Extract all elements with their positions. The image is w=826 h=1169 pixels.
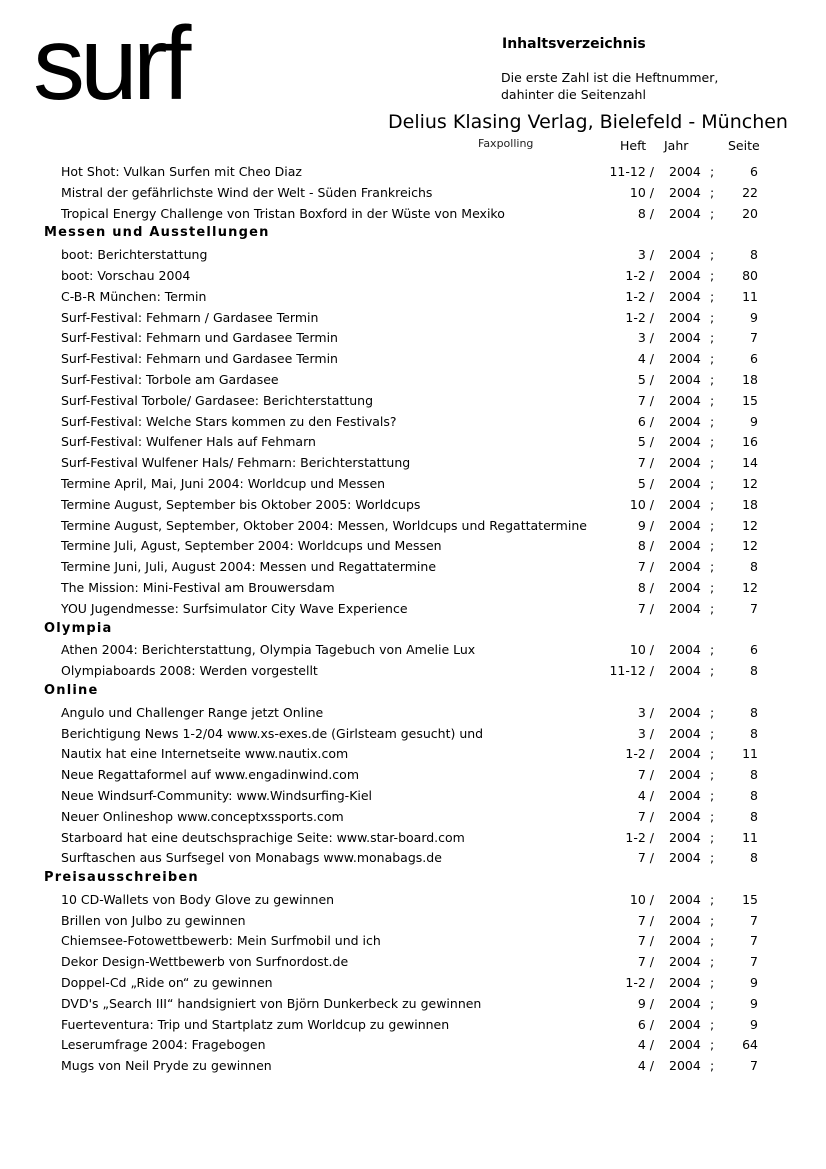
entry-separator: ; xyxy=(710,767,715,783)
entry-seite: 11 xyxy=(742,288,758,304)
entry-seite: 11 xyxy=(742,829,758,845)
entry-separator: ; xyxy=(710,538,715,554)
entry-separator: ; xyxy=(710,1037,715,1053)
toc-entry xyxy=(0,1056,826,1077)
entry-separator: ; xyxy=(710,1016,715,1032)
toc-entry xyxy=(0,786,826,807)
section-title: Messen und Ausstellungen xyxy=(44,225,270,241)
toc-entry xyxy=(0,765,826,786)
toc-entry xyxy=(0,640,826,661)
entry-title: C-B-R München: Termin xyxy=(61,288,207,304)
entry-jahr: 2004 xyxy=(669,455,701,471)
toc-entry xyxy=(0,536,826,557)
entry-jahr: 2004 xyxy=(669,184,701,200)
toc-entry xyxy=(0,183,826,204)
entry-jahr: 2004 xyxy=(669,517,701,533)
toc-entry xyxy=(0,994,826,1015)
entry-separator: ; xyxy=(710,351,715,367)
entry-title: Neuer Onlineshop www.conceptxssports.com xyxy=(61,808,344,824)
note-line-1: Die erste Zahl ist die Heftnummer, xyxy=(501,70,719,85)
entry-separator: ; xyxy=(710,995,715,1011)
entry-title: Angulo und Challenger Range jetzt Online xyxy=(61,704,324,720)
entry-seite: 8 xyxy=(750,704,758,720)
entry-separator: ; xyxy=(710,808,715,824)
entry-separator: ; xyxy=(710,746,715,762)
toc-entry xyxy=(0,557,826,578)
section-title: Olympia xyxy=(44,620,113,636)
toc-entry xyxy=(0,328,826,349)
toc-entry xyxy=(0,952,826,973)
entry-heft: 3 / xyxy=(637,725,654,741)
entry-separator: ; xyxy=(710,850,715,866)
toc-entry xyxy=(0,661,826,682)
entry-seite: 9 xyxy=(750,413,758,429)
entry-title: Surf-Festival Torbole/ Gardasee: Berichterstattung xyxy=(61,392,374,408)
entry-title: 10 CD-Wallets von Body Glove zu gewinnen xyxy=(61,891,335,907)
entry-jahr: 2004 xyxy=(669,579,701,595)
toc-entry xyxy=(0,162,826,183)
entry-jahr: 2004 xyxy=(669,205,701,221)
entry-seite: 18 xyxy=(742,496,758,512)
entry-separator: ; xyxy=(710,663,715,679)
toc-entry xyxy=(0,931,826,952)
entry-title: boot: Vorschau 2004 xyxy=(61,267,191,283)
entry-seite: 7 xyxy=(750,330,758,346)
entry-jahr: 2004 xyxy=(669,496,701,512)
entry-title: Mistral der gefährlichste Wind der Welt - Süden Frankreichs xyxy=(61,184,433,200)
entry-title: Dekor Design-Wettbewerb von Surfnordost.de xyxy=(61,954,349,970)
toc-entry xyxy=(0,848,826,869)
toc-entry xyxy=(0,807,826,828)
toc-entry xyxy=(0,1035,826,1056)
entry-seite: 7 xyxy=(750,912,758,928)
toc-entry xyxy=(0,412,826,433)
entry-separator: ; xyxy=(710,205,715,221)
entry-heft: 7 / xyxy=(637,767,654,783)
entry-separator: ; xyxy=(710,164,715,179)
entry-title: Fuerteventura: Trip und Startplatz zum Worldcup zu gewinnen xyxy=(61,1016,450,1032)
entry-title: Athen 2004: Berichterstattung, Olympia Tagebuch von Amelie Lux xyxy=(61,642,476,658)
publisher: Delius Klasing Verlag, Bielefeld - München xyxy=(388,111,788,133)
toc-entry xyxy=(0,287,826,308)
entry-separator: ; xyxy=(710,933,715,949)
entry-heft: 9 / xyxy=(637,517,654,533)
entry-jahr: 2004 xyxy=(669,954,701,970)
toc-entry xyxy=(0,204,826,225)
entry-title: Surf-Festival: Fehmarn und Gardasee Termin xyxy=(61,330,338,346)
entry-separator: ; xyxy=(710,413,715,429)
entry-title: Leserumfrage 2004: Fragebogen xyxy=(61,1037,266,1053)
entry-heft: 8 / xyxy=(637,538,654,554)
toc-entry xyxy=(0,432,826,453)
entry-jahr: 2004 xyxy=(669,247,701,263)
entry-title: YOU Jugendmesse: Surfsimulator City Wave Experience xyxy=(61,600,408,616)
toc-entry xyxy=(0,828,826,849)
entry-seite: 8 xyxy=(750,808,758,824)
entry-jahr: 2004 xyxy=(669,475,701,491)
entry-heft: 11-12 / xyxy=(609,164,654,179)
entry-jahr: 2004 xyxy=(669,975,701,991)
entry-heft: 8 / xyxy=(637,579,654,595)
section-title: Online xyxy=(44,682,99,698)
entry-title: Brillen von Julbo zu gewinnen xyxy=(61,912,246,928)
toc-entry xyxy=(0,911,826,932)
entry-jahr: 2004 xyxy=(669,912,701,928)
entry-title: Chiemsee-Fotowettbewerb: Mein Surfmobil und ich xyxy=(61,933,381,949)
entry-title: Surf-Festival: Torbole am Gardasee xyxy=(61,371,279,387)
entry-seite: 7 xyxy=(750,1058,758,1074)
entry-seite: 9 xyxy=(750,1016,758,1032)
entry-seite: 16 xyxy=(742,434,758,450)
entry-jahr: 2004 xyxy=(669,808,701,824)
entry-separator: ; xyxy=(710,288,715,304)
entry-jahr: 2004 xyxy=(669,434,701,450)
entry-jahr: 2004 xyxy=(669,559,701,575)
toc-entry xyxy=(0,453,826,474)
entry-title: Mugs von Neil Pryde zu gewinnen xyxy=(61,1058,272,1074)
toc-entry xyxy=(0,599,826,620)
entry-title: Surf-Festival: Fehmarn und Gardasee Termin xyxy=(61,351,338,367)
entry-jahr: 2004 xyxy=(669,787,701,803)
entry-title: The Mission: Mini-Festival am Brouwersdam xyxy=(61,579,335,595)
entry-separator: ; xyxy=(710,954,715,970)
entry-seite: 12 xyxy=(742,579,758,595)
entry-title: Starboard hat eine deutschsprachige Seite: www.star-board.com xyxy=(61,829,465,845)
entry-separator: ; xyxy=(710,725,715,741)
entry-jahr: 2004 xyxy=(669,642,701,658)
entry-jahr: 2004 xyxy=(669,746,701,762)
surf-logo: surf xyxy=(33,6,187,122)
toc-entry xyxy=(0,744,826,765)
entry-title: Berichtigung News 1-2/04 www.xs-exes.de (Girlsteam gesucht) und xyxy=(61,725,484,741)
entry-heft: 3 / xyxy=(637,330,654,346)
entry-title: boot: Berichterstattung xyxy=(61,247,208,263)
section-heading xyxy=(0,682,826,703)
entry-jahr: 2004 xyxy=(669,850,701,866)
toc-entry xyxy=(0,495,826,516)
entry-heft: 4 / xyxy=(637,351,654,367)
column-header-seite: Seite xyxy=(728,138,760,153)
note-line-2: dahinter die Seitenzahl xyxy=(501,87,646,102)
entry-seite: 9 xyxy=(750,995,758,1011)
entry-title: Doppel-Cd „Ride on“ zu gewinnen xyxy=(61,975,273,991)
entry-separator: ; xyxy=(710,247,715,263)
entry-separator: ; xyxy=(710,600,715,616)
entry-separator: ; xyxy=(710,787,715,803)
toc-entry xyxy=(0,245,826,266)
entry-jahr: 2004 xyxy=(669,288,701,304)
toc-entry xyxy=(0,474,826,495)
entry-seite: 22 xyxy=(742,184,758,200)
entry-title: Termine August, September, Oktober 2004: Messen, Worldcups und Regattatermine xyxy=(61,517,587,533)
entry-heft: 8 / xyxy=(637,205,654,221)
entry-jahr: 2004 xyxy=(669,1016,701,1032)
entry-seite: 6 xyxy=(750,164,758,179)
entry-heft: 6 / xyxy=(637,1016,654,1032)
entry-title: Neue Regattaformel auf www.engadinwind.com xyxy=(61,767,359,783)
entry-title: Surf-Festival: Fehmarn / Gardasee Termin xyxy=(61,309,319,325)
entry-seite: 8 xyxy=(750,247,758,263)
entry-seite: 15 xyxy=(742,891,758,907)
entry-jahr: 2004 xyxy=(669,725,701,741)
entry-heft: 7 / xyxy=(637,933,654,949)
entry-heft: 10 / xyxy=(629,496,654,512)
toc-entry xyxy=(0,266,826,287)
entry-heft: 1-2 / xyxy=(625,267,654,283)
entry-heft: 1-2 / xyxy=(625,829,654,845)
entry-separator: ; xyxy=(710,912,715,928)
entry-separator: ; xyxy=(710,829,715,845)
entry-heft: 7 / xyxy=(637,600,654,616)
entry-heft: 10 / xyxy=(629,184,654,200)
entry-separator: ; xyxy=(710,309,715,325)
entry-heft: 1-2 / xyxy=(625,975,654,991)
section-heading xyxy=(0,224,826,245)
entry-seite: 9 xyxy=(750,309,758,325)
entry-jahr: 2004 xyxy=(669,351,701,367)
entry-seite: 15 xyxy=(742,392,758,408)
entry-seite: 12 xyxy=(742,517,758,533)
entry-separator: ; xyxy=(710,267,715,283)
entry-seite: 12 xyxy=(742,538,758,554)
entry-title: Termine April, Mai, Juni 2004: Worldcup und Messen xyxy=(61,475,386,491)
entry-jahr: 2004 xyxy=(669,600,701,616)
toc-entry xyxy=(0,890,826,911)
entry-heft: 11-12 / xyxy=(609,663,654,679)
entry-seite: 8 xyxy=(750,787,758,803)
toc-entry xyxy=(0,724,826,745)
entry-jahr: 2004 xyxy=(669,663,701,679)
entry-title: Neue Windsurf-Community: www.Windsurfing-Kiel xyxy=(61,787,373,803)
entry-heft: 7 / xyxy=(637,912,654,928)
entry-seite: 14 xyxy=(742,455,758,471)
entry-heft: 7 / xyxy=(637,455,654,471)
entry-title: Termine August, September bis Oktober 2005: Worldcups xyxy=(61,496,421,512)
entry-jahr: 2004 xyxy=(669,371,701,387)
entry-jahr: 2004 xyxy=(669,891,701,907)
faxpolling-label: Faxpolling xyxy=(478,137,534,150)
page-title: Inhaltsverzeichnis xyxy=(502,36,646,52)
toc-entry xyxy=(0,308,826,329)
entry-jahr: 2004 xyxy=(669,933,701,949)
table-of-contents xyxy=(0,162,826,1077)
entry-separator: ; xyxy=(710,455,715,471)
entry-separator: ; xyxy=(710,704,715,720)
toc-entry xyxy=(0,391,826,412)
entry-seite: 8 xyxy=(750,663,758,679)
entry-seite: 7 xyxy=(750,600,758,616)
entry-heft: 10 / xyxy=(629,891,654,907)
entry-separator: ; xyxy=(710,1058,715,1074)
entry-seite: 80 xyxy=(742,267,758,283)
entry-separator: ; xyxy=(710,559,715,575)
entry-jahr: 2004 xyxy=(669,413,701,429)
section-title: Preisausschreiben xyxy=(44,870,199,886)
entry-separator: ; xyxy=(710,517,715,533)
entry-title: Termine Juli, Agust, September 2004: Worldcups und Messen xyxy=(61,538,442,554)
entry-heft: 7 / xyxy=(637,808,654,824)
entry-heft: 4 / xyxy=(637,1058,654,1074)
entry-title: DVD's „Search III“ handsigniert von Björn Dunkerbeck zu gewinnen xyxy=(61,995,482,1011)
entry-jahr: 2004 xyxy=(669,330,701,346)
toc-entry xyxy=(0,578,826,599)
entry-separator: ; xyxy=(710,330,715,346)
toc-entry xyxy=(0,1015,826,1036)
entry-heft: 5 / xyxy=(637,475,654,491)
entry-heft: 1-2 / xyxy=(625,309,654,325)
entry-seite: 12 xyxy=(742,475,758,491)
entry-jahr: 2004 xyxy=(669,392,701,408)
entry-separator: ; xyxy=(710,975,715,991)
entry-seite: 6 xyxy=(750,642,758,658)
entry-seite: 8 xyxy=(750,767,758,783)
section-heading xyxy=(0,620,826,641)
entry-heft: 7 / xyxy=(637,850,654,866)
entry-title: Hot Shot: Vulkan Surfen mit Cheo Diaz xyxy=(61,164,302,179)
column-header-heft: Heft xyxy=(620,138,647,153)
entry-title: Surf-Festival: Wulfener Hals auf Fehmarn xyxy=(61,434,316,450)
entry-title: Termine Juni, Juli, August 2004: Messen und Regattatermine xyxy=(61,559,437,575)
entry-seite: 7 xyxy=(750,954,758,970)
entry-heft: 7 / xyxy=(637,392,654,408)
entry-jahr: 2004 xyxy=(669,995,701,1011)
section-heading xyxy=(0,869,826,890)
entry-separator: ; xyxy=(710,184,715,200)
entry-separator: ; xyxy=(710,434,715,450)
entry-title: Tropical Energy Challenge von Tristan Boxford in der Wüste von Mexiko xyxy=(61,205,505,221)
entry-seite: 18 xyxy=(742,371,758,387)
entry-separator: ; xyxy=(710,579,715,595)
toc-entry xyxy=(0,973,826,994)
toc-entry xyxy=(0,703,826,724)
entry-jahr: 2004 xyxy=(669,309,701,325)
entry-heft: 9 / xyxy=(637,995,654,1011)
entry-separator: ; xyxy=(710,891,715,907)
toc-entry xyxy=(0,349,826,370)
entry-seite: 6 xyxy=(750,351,758,367)
entry-seite: 8 xyxy=(750,725,758,741)
entry-jahr: 2004 xyxy=(669,829,701,845)
entry-title: Nautix hat eine Internetseite www.nautix.com xyxy=(61,746,349,762)
entry-seite: 20 xyxy=(742,205,758,221)
entry-jahr: 2004 xyxy=(669,538,701,554)
entry-jahr: 2004 xyxy=(669,1058,701,1074)
entry-heft: 4 / xyxy=(637,1037,654,1053)
entry-title: Surf-Festival: Welche Stars kommen zu den Festivals? xyxy=(61,413,397,429)
entry-heft: 5 / xyxy=(637,434,654,450)
entry-heft: 1-2 / xyxy=(625,288,654,304)
entry-jahr: 2004 xyxy=(669,704,701,720)
entry-jahr: 2004 xyxy=(669,1037,701,1053)
entry-jahr: 2004 xyxy=(669,767,701,783)
entry-seite: 7 xyxy=(750,933,758,949)
entry-title: Surftaschen aus Surfsegel von Monabags www.monabags.de xyxy=(61,850,442,866)
entry-separator: ; xyxy=(710,475,715,491)
entry-heft: 1-2 / xyxy=(625,746,654,762)
entry-separator: ; xyxy=(710,642,715,658)
entry-seite: 8 xyxy=(750,850,758,866)
entry-heft: 7 / xyxy=(637,954,654,970)
entry-jahr: 2004 xyxy=(669,164,701,179)
entry-heft: 3 / xyxy=(637,704,654,720)
entry-heft: 10 / xyxy=(629,642,654,658)
entry-title: Olympiaboards 2008: Werden vorgestellt xyxy=(61,663,318,679)
entry-title: Surf-Festival Wulfener Hals/ Fehmarn: Berichterstattung xyxy=(61,455,411,471)
entry-heft: 7 / xyxy=(637,559,654,575)
entry-seite: 9 xyxy=(750,975,758,991)
entry-seite: 64 xyxy=(742,1037,758,1053)
entry-jahr: 2004 xyxy=(669,267,701,283)
toc-entry xyxy=(0,370,826,391)
toc-entry xyxy=(0,516,826,537)
entry-separator: ; xyxy=(710,371,715,387)
entry-heft: 3 / xyxy=(637,247,654,263)
entry-heft: 5 / xyxy=(637,371,654,387)
entry-seite: 8 xyxy=(750,559,758,575)
entry-separator: ; xyxy=(710,496,715,512)
entry-separator: ; xyxy=(710,392,715,408)
explanation-note xyxy=(501,69,718,103)
entry-seite: 11 xyxy=(742,746,758,762)
column-header-jahr: Jahr xyxy=(664,138,689,153)
entry-heft: 4 / xyxy=(637,787,654,803)
entry-heft: 6 / xyxy=(637,413,654,429)
